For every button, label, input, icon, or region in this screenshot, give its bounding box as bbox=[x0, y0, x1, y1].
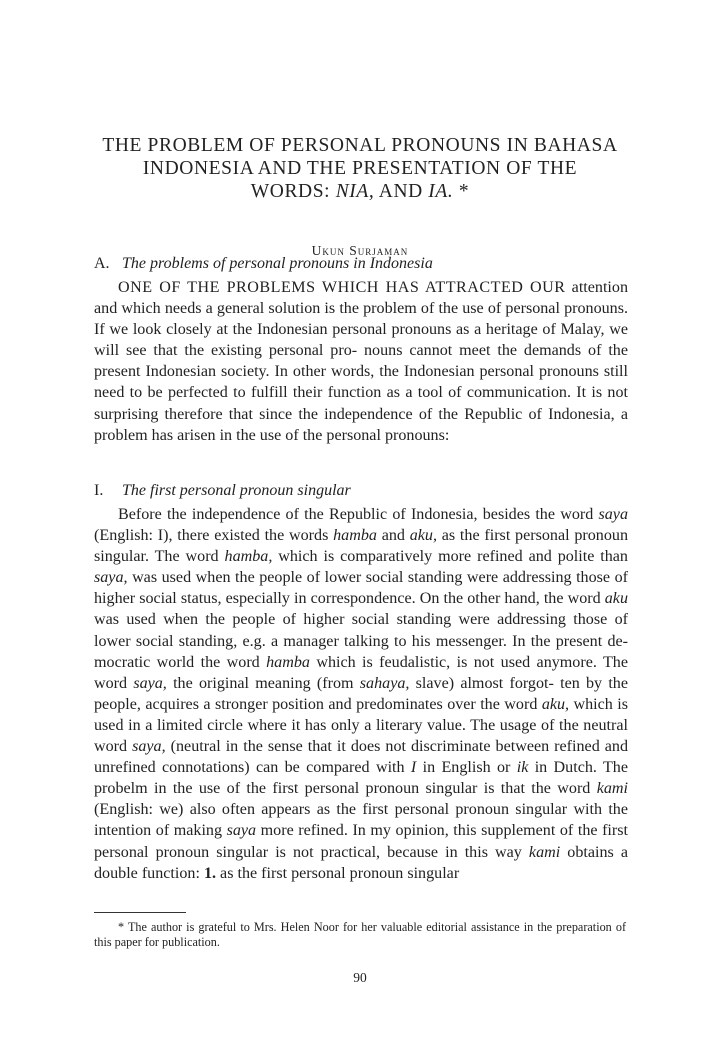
text-run: which is comparatively more refined and polite than bbox=[272, 548, 628, 566]
text-run: which is used in a limited circle where it has only a literary value. The usage of the neutral word bbox=[94, 695, 628, 756]
section-a-title: The problems of personal pronouns in Indonesia bbox=[122, 255, 433, 272]
italic-term: aku, bbox=[409, 527, 437, 545]
italic-term: hamba bbox=[333, 527, 377, 545]
section-1-heading bbox=[94, 481, 634, 501]
italic-term: aku bbox=[604, 590, 628, 608]
paper-title bbox=[80, 134, 640, 203]
italic-term: saya bbox=[598, 506, 628, 523]
text-run: slave) almost forgot- ten by the people, acquires a stronger position and predominates over the word bbox=[94, 674, 628, 713]
section-a-opening-caps: ONE OF THE PROBLEMS WHICH HAS ATTRACTED OUR bbox=[118, 279, 566, 296]
italic-term: saya, bbox=[133, 674, 167, 692]
italic-term: hamba bbox=[266, 653, 310, 671]
italic-term: hamba, bbox=[224, 548, 273, 566]
footnote-rule bbox=[94, 912, 186, 913]
text-run: as the first personal pronoun singular. The word bbox=[94, 527, 628, 566]
section-1-number: I. bbox=[94, 482, 104, 499]
bold-number: 1. bbox=[203, 864, 217, 882]
title-line-3-pre: WORDS: bbox=[250, 181, 336, 202]
text-run: was used when the people of higher social standing were addressing those of lower social standing, e.g. a manager talking to his messenger. In the present de- mocratic world the word bbox=[94, 611, 628, 671]
section-a-paragraph bbox=[94, 277, 628, 446]
italic-term: saya, bbox=[94, 569, 128, 587]
title-footnote-mark: * bbox=[453, 181, 470, 202]
title-line-3 bbox=[80, 180, 640, 203]
title-word-ia: IA. bbox=[428, 181, 454, 202]
title-line-1: THE PROBLEM OF PERSONAL PRONOUNS IN BAHASA bbox=[102, 135, 618, 156]
section-a-number: A. bbox=[94, 255, 110, 272]
title-line-3-mid: AND bbox=[374, 181, 429, 202]
text-run: as the first personal pronoun singular bbox=[216, 864, 460, 882]
page-number: 90 bbox=[353, 970, 367, 985]
text-run: in English or bbox=[416, 759, 517, 777]
text-run: (English: I), there existed the words bbox=[94, 527, 334, 545]
italic-term: aku, bbox=[541, 695, 570, 713]
italic-term: I bbox=[410, 759, 417, 777]
footnote: * The author is grateful to Mrs. Helen Noor for her valuable editorial assistance in the preparation of this paper for publication. bbox=[94, 920, 626, 949]
author-name: Ukun Surjaman bbox=[311, 243, 409, 258]
text-run: in Dutch. The probelm in the use of the first personal pronoun singular is that the word bbox=[94, 759, 628, 798]
text-run: and bbox=[376, 527, 410, 545]
text-run: Before the independence of the Republic of Indonesia, besides the word bbox=[118, 506, 599, 523]
section-a-body: attention and which needs a general solution is the problem of the use of personal pronouns. If we look closely at the Indonesian personal pronouns as a heritage of Malay, we will see that the existing personal pro- nouns cannot meet the demands of the present Indonesian society. In other words, the Indonesian personal pronouns still need to be perfected to fulfill their function as a tool of communication. It is not surprising therefore that since the independence of the Republic of Indonesia, a problem has arisen in the use of the personal pronouns: bbox=[94, 279, 628, 444]
italic-term: kami bbox=[528, 843, 561, 861]
text-run: (neutral in the sense that it does not discriminate between refined and unrefined connotations) can be compared with bbox=[94, 738, 628, 777]
italic-term: ik bbox=[516, 759, 529, 777]
italic-term: saya, bbox=[132, 738, 166, 756]
text-run: more refined. In my opinion, this supplement of the first personal pronoun singular is not practical, because in this way bbox=[94, 822, 629, 861]
text-run: was used when the people of lower social standing were addressing those of higher social status, especially in correspondence. On the other hand, the word bbox=[94, 569, 628, 608]
section-1-paragraph bbox=[94, 504, 628, 884]
text-run: (English: we) also often appears as the first personal pronoun singular with the intention of making bbox=[94, 801, 628, 840]
text-run: obtains a double function: bbox=[94, 843, 628, 882]
italic-term: kami bbox=[596, 780, 628, 798]
text-run: which is feudalistic, is not used anymore. The word bbox=[94, 653, 628, 692]
italic-term: sahaya, bbox=[359, 674, 410, 692]
italic-term: saya bbox=[226, 822, 257, 840]
section-1-title: The first personal pronoun singular bbox=[122, 482, 351, 499]
text-run: the original meaning (from bbox=[166, 674, 360, 692]
title-line-2: INDONESIA AND THE PRESENTATION OF THE bbox=[142, 158, 578, 179]
section-a-heading bbox=[94, 254, 634, 274]
title-word-nia: NIA, bbox=[335, 181, 375, 202]
